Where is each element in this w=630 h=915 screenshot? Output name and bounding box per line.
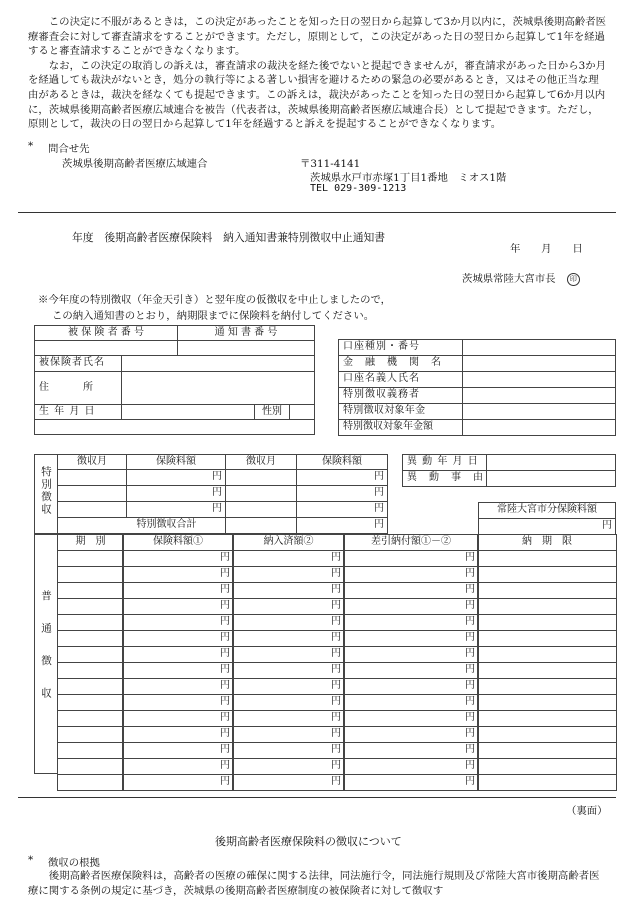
ordinary-row-cell <box>57 678 124 695</box>
ordinary-row-cell <box>477 614 617 631</box>
ordinary-row-cell: 円 <box>122 582 234 599</box>
change-reason-label: 異 動 事 由 <box>402 470 487 487</box>
ordinary-row-cell: 円 <box>343 646 479 663</box>
account-type-value <box>462 339 616 356</box>
ordinary-row-cell: 円 <box>343 678 479 695</box>
ordinary-row-cell <box>477 774 617 791</box>
ordinary-row-cell <box>57 742 124 759</box>
ordinary-row-cell <box>57 726 124 743</box>
ordinary-row-cell <box>57 582 124 599</box>
change-date-label: 異 動 年 月 日 <box>402 454 487 471</box>
birth-value <box>121 404 255 420</box>
contact-tel: TEL 029-309-1213 <box>310 183 407 194</box>
notice-line-1: ※今年度の特別徴収（年金天引き）と翌年度の仮徴収を中止しましたので， <box>38 294 392 306</box>
pension-value <box>462 403 616 420</box>
special-amount-header-1: 保険料額 <box>126 454 226 470</box>
ordinary-row-cell: 円 <box>122 550 234 567</box>
special-amount-cell: 円 <box>126 485 226 502</box>
ordinary-row-cell: 円 <box>122 678 234 695</box>
seal-mark: 印 <box>567 273 580 286</box>
ordinary-row-cell <box>477 598 617 615</box>
address-value <box>121 371 315 405</box>
special-total-spacer <box>225 517 297 534</box>
notice-date: 年 月 日 <box>510 243 583 255</box>
special-month-cell <box>57 469 127 486</box>
special-total-value: 円 <box>296 517 388 534</box>
ordinary-row-cell <box>477 550 617 567</box>
ordinary-row-cell: 円 <box>122 598 234 615</box>
ordinary-row-cell <box>477 630 617 647</box>
change-reason-value <box>486 470 616 487</box>
ordinary-header-5: 納 期 限 <box>477 534 617 551</box>
ordinary-row-cell <box>57 774 124 791</box>
ordinary-row-cell <box>57 662 124 679</box>
ordinary-row-cell <box>477 678 617 695</box>
ordinary-row-cell: 円 <box>232 742 345 759</box>
sex-value <box>289 404 315 420</box>
ordinary-row-cell: 円 <box>232 614 345 631</box>
ordinary-row-cell: 円 <box>232 582 345 599</box>
insured-name-value <box>121 355 315 372</box>
ordinary-row-cell <box>57 758 124 775</box>
ordinary-row-cell: 円 <box>122 742 234 759</box>
ordinary-row-cell <box>57 694 124 711</box>
ordinary-row-cell: 円 <box>343 630 479 647</box>
ordinary-row-cell: 円 <box>122 774 234 791</box>
pension-label: 特別徴収対象年金 <box>338 403 463 420</box>
ordinary-row-cell: 円 <box>343 710 479 727</box>
ordinary-header-3: 納入済額② <box>232 534 345 551</box>
ordinary-header-2: 保険料額① <box>122 534 234 551</box>
ordinary-row-cell <box>57 630 124 647</box>
issuer <box>462 270 580 286</box>
special-amount-cell: 円 <box>126 501 226 518</box>
ordinary-row-cell: 円 <box>232 598 345 615</box>
special-month-header-1: 徴収月 <box>57 454 127 470</box>
contact-org: 茨城県後期高齢者医療広域連合 <box>62 158 208 170</box>
pension-amount-label: 特別徴収対象年金額 <box>338 419 463 436</box>
special-month-cell <box>225 485 297 502</box>
ordinary-row-cell: 円 <box>343 742 479 759</box>
ordinary-row-cell: 円 <box>232 662 345 679</box>
change-date-value <box>486 454 616 471</box>
back-title: 後期高齢者医療保険料の徴収について <box>215 835 402 848</box>
notice-line-2: この納入通知書のとおり，納期限までに保険料を納付してください。 <box>52 310 375 322</box>
ordinary-row-cell <box>477 662 617 679</box>
special-month-cell <box>225 469 297 486</box>
special-month-header-2: 徴収月 <box>225 454 297 470</box>
ordinary-row-cell: 円 <box>122 694 234 711</box>
ordinary-row-cell: 円 <box>232 566 345 583</box>
ordinary-row-cell: 円 <box>232 630 345 647</box>
ordinary-row-cell <box>57 614 124 631</box>
back-mark: * <box>28 854 34 866</box>
address-label: 住 所 <box>34 371 122 405</box>
ordinary-row-cell <box>477 758 617 775</box>
special-amount-header-2: 保険料額 <box>296 454 388 470</box>
special-month-cell <box>57 501 127 518</box>
ordinary-row-cell: 円 <box>232 710 345 727</box>
contact-address: 茨城県水戸市赤塚1丁目1番地 ミオス1階 <box>310 172 507 184</box>
collector-label: 特別徴収義務者 <box>338 387 463 404</box>
notice-title: 年度 後期高齢者医療保険料 納入通知書兼特別徴収中止通知書 <box>72 231 386 244</box>
pension-amount-value <box>462 419 616 436</box>
city-amount-value: 円 <box>478 518 616 535</box>
account-holder-value <box>462 371 616 388</box>
ordinary-row-cell <box>477 726 617 743</box>
ordinary-row-cell: 円 <box>122 710 234 727</box>
ordinary-row-cell: 円 <box>232 550 345 567</box>
ordinary-row-cell <box>57 646 124 663</box>
ordinary-row-cell <box>477 582 617 599</box>
contact-postal: 〒311-4141 <box>300 158 361 170</box>
divider-top <box>18 212 616 213</box>
bank-name-value <box>462 355 616 372</box>
contact-title: 問合せ先 <box>48 143 90 155</box>
city-amount-label: 常陸大宮市分保険料額 <box>478 502 616 519</box>
back-body <box>28 869 608 898</box>
special-amount-cell: 円 <box>126 469 226 486</box>
ordinary-row-cell: 円 <box>122 646 234 663</box>
appeal-notice <box>28 15 608 132</box>
insured-number-value <box>34 340 178 356</box>
ordinary-row-cell <box>477 742 617 759</box>
back-heading: 徴収の根拠 <box>48 857 100 869</box>
ordinary-row-cell: 円 <box>122 726 234 743</box>
ordinary-row-cell: 円 <box>343 582 479 599</box>
special-month-cell <box>57 485 127 502</box>
appeal-paragraph-2: なお，この決定の取消しの訴えは，審査請求の裁決を経た後でないと提起できませんが，審査請求があった日から3か月を経過しても裁決がないとき，処分の執行等による著しい損害を避けるための緊急の必要があるとき，又はその他正当な理由があるときは，裁決を経なくても提起できます。この訴えは，裁決があったことを知った日の翌日から起算して6か月以内に，茨城県後期高齢者医療広域連合を被告（代表者は，茨城県後期高齢者医療広域連合長）として提起できます。ただし，原則として，裁決の日の翌日から起算して1年を経過すると訴えを提起することができなくなります。 <box>28 59 607 131</box>
ordinary-row-cell: 円 <box>232 678 345 695</box>
ordinary-row-cell: 円 <box>343 774 479 791</box>
ordinary-row-cell: 円 <box>343 598 479 615</box>
divider-bottom <box>18 797 616 798</box>
ordinary-row-cell <box>57 710 124 727</box>
ordinary-row-cell: 円 <box>232 758 345 775</box>
ordinary-row-cell: 円 <box>343 550 479 567</box>
ordinary-row-cell: 円 <box>232 726 345 743</box>
ordinary-row-cell: 円 <box>232 774 345 791</box>
ordinary-row-cell <box>477 710 617 727</box>
ordinary-row-cell <box>477 566 617 583</box>
ordinary-row-cell <box>477 646 617 663</box>
ordinary-row-cell: 円 <box>122 566 234 583</box>
ordinary-row-cell <box>477 694 617 711</box>
ordinary-header-4: 差引納付額①－② <box>343 534 479 551</box>
ordinary-side-label: 普通徴収 <box>40 590 52 720</box>
insured-name-label: 被保険者氏名 <box>34 355 122 372</box>
ordinary-row-cell: 円 <box>343 758 479 775</box>
notice-number-value <box>177 340 315 356</box>
ordinary-row-cell <box>57 598 124 615</box>
issuer-name: 茨城県常陸大宮市長 <box>462 273 556 285</box>
collector-value <box>462 387 616 404</box>
contact-mark: * <box>28 140 34 152</box>
notice-number-label: 通 知 書 番 号 <box>177 325 315 341</box>
ordinary-header-1: 期 別 <box>57 534 124 551</box>
bank-name-label: 金 融 機 関 名 <box>338 355 463 372</box>
ordinary-row-cell: 円 <box>122 630 234 647</box>
back-text: 後期高齢者医療保険料は，高齢者の医療の確保に関する法律，同法施行令，同法施行規則及び常陸大宮市後期高齢者医療に関する条例の規定に基づき，茨城県の後期高齢者医療制度の被保険者に対して徴収す <box>28 870 600 897</box>
ordinary-row-cell: 円 <box>343 566 479 583</box>
ordinary-row-cell: 円 <box>232 694 345 711</box>
back-page-marker: （裏面） <box>566 805 608 817</box>
ordinary-row-cell: 円 <box>122 758 234 775</box>
account-type-label: 口座種別・番号 <box>338 339 463 356</box>
account-holder-label: 口座名義人氏名 <box>338 371 463 388</box>
special-month-cell <box>225 501 297 518</box>
ordinary-row-cell: 円 <box>343 614 479 631</box>
ordinary-row-cell <box>57 550 124 567</box>
ordinary-row-cell: 円 <box>122 614 234 631</box>
special-amount-cell: 円 <box>296 501 388 518</box>
ordinary-row-cell: 円 <box>343 694 479 711</box>
special-amount-cell: 円 <box>296 469 388 486</box>
ordinary-row-cell: 円 <box>232 646 345 663</box>
ordinary-row-cell <box>57 566 124 583</box>
special-amount-cell: 円 <box>296 485 388 502</box>
insured-number-label: 被 保 険 者 番 号 <box>34 325 178 341</box>
appeal-paragraph-1: この決定に不服があるときは，この決定があったことを知った日の翌日から起算して3か月以内に，茨城県後期高齢者医療審査会に対して審査請求をすることができます。ただし，原則として，この決定があった日の翌日から起算して1年を経過すると審査請求することができなくなります。 <box>28 16 607 58</box>
special-total-label: 特別徴収合計 <box>57 517 226 534</box>
extra-row <box>34 419 315 435</box>
birth-label: 生 年 月 日 <box>34 404 122 420</box>
ordinary-row-cell: 円 <box>122 662 234 679</box>
ordinary-row-cell: 円 <box>343 726 479 743</box>
special-side-label: 特別徴収 <box>40 466 52 516</box>
sex-label: 性別 <box>254 404 290 420</box>
ordinary-row-cell: 円 <box>343 662 479 679</box>
